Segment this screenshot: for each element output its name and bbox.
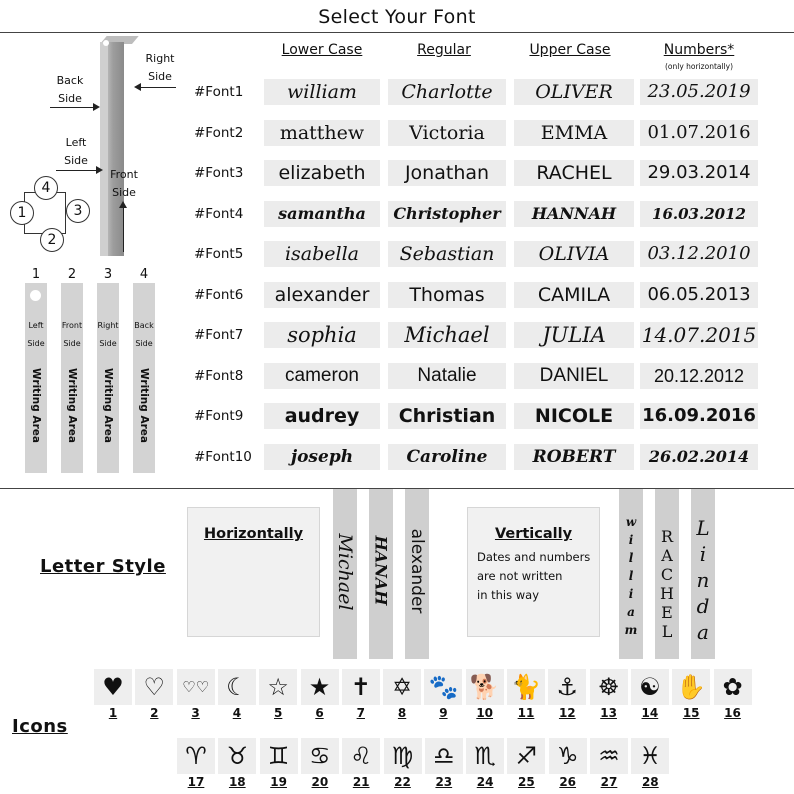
font-sample-lower[interactable]: joseph xyxy=(264,444,380,470)
rotated-sample-1: Michael xyxy=(334,533,356,611)
strip-number: 3 xyxy=(103,267,113,282)
writing-area-label: Writing Area xyxy=(138,368,150,443)
icon-number: 24 xyxy=(476,775,494,789)
font-sample-upper[interactable]: HANNAH xyxy=(514,201,634,227)
icon-number: 28 xyxy=(641,775,659,789)
font-sample-lower[interactable]: samantha xyxy=(264,201,380,227)
strip-number: 4 xyxy=(139,267,149,282)
rotated-sample-3: alexander xyxy=(407,528,427,614)
stacked-sample-strip-1 xyxy=(619,489,643,659)
strip-side-label: Left xyxy=(28,321,44,330)
font-sample-lower[interactable]: elizabeth xyxy=(264,160,380,186)
icon-number: 11 xyxy=(517,706,535,720)
rotated-sample-strip-1 xyxy=(333,489,357,659)
font-sample-regular[interactable]: Michael xyxy=(388,322,506,348)
header-upper-case: Upper Case xyxy=(529,42,611,58)
page-title: Select Your Font xyxy=(318,6,476,28)
font-sample-regular[interactable]: Thomas xyxy=(388,282,506,308)
icon-number: 8 xyxy=(397,706,407,720)
aries-icon[interactable]: ♈ xyxy=(177,738,215,774)
icon-number: 17 xyxy=(187,775,205,789)
writing-area-label: Writing Area xyxy=(102,368,114,443)
pisces-icon[interactable]: ♓ xyxy=(631,738,669,774)
icon-number: 27 xyxy=(600,775,618,789)
font-sample-regular[interactable]: Jonathan xyxy=(388,160,506,186)
icon-number: 12 xyxy=(558,706,576,720)
back-side-label: Back Side xyxy=(56,74,84,105)
font-sample-upper[interactable]: JULIA xyxy=(514,322,634,348)
header-regular: Regular xyxy=(417,42,471,58)
icon-number: 2 xyxy=(150,706,159,720)
font-sample-upper[interactable]: ROBERT xyxy=(514,444,634,470)
font-row-label: #Font7 xyxy=(194,327,244,343)
hamsa-icon[interactable]: ✋ xyxy=(672,669,710,705)
stacked-sample-strip-3 xyxy=(691,489,715,659)
stacked-sample-2: R A C H E L xyxy=(660,527,674,641)
right-side-label: Right Side xyxy=(145,52,175,83)
font-sample-regular[interactable]: Victoria xyxy=(388,120,506,146)
icon-number: 18 xyxy=(228,775,246,789)
font-sample-regular[interactable]: Christian xyxy=(388,403,506,429)
font-row-label: #Font5 xyxy=(194,246,244,262)
font-sample-lower[interactable]: isabella xyxy=(264,241,380,267)
writing-area-label: Writing Area xyxy=(30,368,42,443)
font-row-label: #Font2 xyxy=(194,124,244,141)
font-sample-number[interactable]: 14.07.2015 xyxy=(641,323,757,347)
writing-area-label: Writing Area xyxy=(66,368,78,443)
font-sample-number[interactable]: 20.12.2012 xyxy=(640,363,758,389)
front-side-label: Front Side xyxy=(110,168,138,199)
cat-icon[interactable]: 🐈 xyxy=(507,669,545,705)
circle-front: 2 xyxy=(40,228,64,252)
circle-right: 3 xyxy=(66,199,90,223)
font-sample-lower[interactable]: matthew xyxy=(264,120,380,146)
vertically-note-line-3: in this way xyxy=(477,588,540,602)
aquarius-icon[interactable]: ♒ xyxy=(590,738,628,774)
left-side-label: Left Side xyxy=(64,136,88,167)
yin-yang-icon[interactable]: ☯ xyxy=(631,669,669,705)
header-lower-case: Lower Case xyxy=(281,42,363,58)
font-sample-upper[interactable]: NICOLE xyxy=(514,403,634,429)
icon-number: 25 xyxy=(518,775,535,789)
icon-number: 7 xyxy=(356,706,365,720)
font-sample-number[interactable]: 06.05.2013 xyxy=(640,282,758,308)
dog-icon[interactable]: 🐕 xyxy=(466,669,504,705)
rotated-sample-strip-3 xyxy=(405,489,429,659)
font-sample-lower[interactable]: sophia xyxy=(264,322,380,348)
horizontally-heading: Horizontally xyxy=(203,526,304,542)
font-sample-number[interactable]: 16.09.2016 xyxy=(640,403,758,429)
rotated-sample-strip-2 xyxy=(369,489,393,659)
libra-icon[interactable]: ♎ xyxy=(425,738,463,774)
icon-number: 6 xyxy=(315,706,324,720)
font-sample-number[interactable]: 23.05.2019 xyxy=(640,79,758,105)
font-sample-regular[interactable]: Natalie xyxy=(388,363,506,389)
font-sample-upper[interactable]: EMMA xyxy=(514,120,634,146)
double-heart-icon[interactable]: ♡♡ xyxy=(177,669,215,705)
icon-number: 22 xyxy=(394,775,411,789)
strip-number: 2 xyxy=(67,267,77,282)
font-sample-lower[interactable]: cameron xyxy=(264,363,380,389)
font-row-label: #Font9 xyxy=(194,408,244,424)
strip-side-label: Side xyxy=(63,339,81,348)
font-sample-upper[interactable]: DANIEL xyxy=(514,363,634,389)
vertically-box xyxy=(467,507,600,637)
font-row-label: #Font1 xyxy=(194,84,244,100)
cross-icon[interactable]: ✝ xyxy=(342,669,380,705)
header-numbers: Numbers* xyxy=(663,42,735,58)
font-sample-number[interactable]: 26.02.2014 xyxy=(640,444,758,470)
star-outline-icon[interactable]: ☆ xyxy=(259,669,297,705)
strip-side-label: Right xyxy=(97,321,119,330)
sagittarius-icon[interactable]: ♐ xyxy=(507,738,545,774)
font-sample-lower[interactable]: william xyxy=(264,79,380,105)
icon-number: 15 xyxy=(682,706,700,720)
strip-number: 1 xyxy=(31,267,41,282)
star-of-david-icon[interactable]: ✡ xyxy=(383,669,421,705)
stacked-sample-1: w i l l i a m xyxy=(624,515,638,637)
icon-number: 5 xyxy=(274,706,283,720)
strip-side-label: Front xyxy=(61,321,83,330)
font-sample-regular[interactable]: Charlotte xyxy=(388,79,506,105)
font-sample-upper[interactable]: OLIVER xyxy=(514,79,634,105)
font-row-label: #Font10 xyxy=(194,448,252,465)
capricorn-icon[interactable]: ♑ xyxy=(549,738,587,774)
circle-back: 4 xyxy=(34,176,58,200)
heart-outline-icon[interactable]: ♡ xyxy=(135,669,173,705)
font-sample-lower[interactable]: audrey xyxy=(264,403,380,429)
stacked-sample-strip-2 xyxy=(655,489,679,659)
font-row-label: #Font4 xyxy=(194,205,244,222)
icons-title: Icons xyxy=(12,716,68,737)
vertically-note-line-2: are not written xyxy=(477,569,563,583)
cancer-icon[interactable]: ♋ xyxy=(301,738,339,774)
heart-icon[interactable]: ♥ xyxy=(94,669,132,705)
rose-icon[interactable]: ✿ xyxy=(714,669,752,705)
star-icon[interactable]: ★ xyxy=(301,669,339,705)
scorpio-icon[interactable]: ♏ xyxy=(466,738,504,774)
font-sample-regular[interactable]: Christopher xyxy=(388,201,506,227)
anchor-icon[interactable]: ⚓ xyxy=(548,669,586,705)
icon-number: 14 xyxy=(641,706,659,720)
taurus-icon[interactable]: ♉ xyxy=(218,738,256,774)
font-row-label: #Font6 xyxy=(194,286,244,303)
icon-number: 3 xyxy=(191,706,200,720)
icon-number: 13 xyxy=(600,706,617,720)
rotated-sample-2: HANAH xyxy=(371,535,391,606)
strip-side-label: Side xyxy=(27,339,45,348)
icon-number: 19 xyxy=(270,775,287,789)
icon-number: 1 xyxy=(108,706,118,720)
icon-number: 16 xyxy=(724,706,741,720)
font-row-label: #Font3 xyxy=(194,165,244,181)
gemini-icon[interactable]: ♊ xyxy=(260,738,298,774)
font-row-label: #Font8 xyxy=(194,367,244,384)
font-sample-regular[interactable]: Caroline xyxy=(388,444,506,470)
numbers-note: (only horizontally) xyxy=(664,62,734,71)
icon-number: 23 xyxy=(435,775,453,789)
font-sample-lower[interactable]: alexander xyxy=(264,282,380,308)
stacked-sample-3: L i n d a xyxy=(696,516,710,644)
icon-number: 20 xyxy=(311,775,329,789)
strip-side-label: Back xyxy=(134,321,154,330)
font-sample-regular[interactable]: Sebastian xyxy=(388,241,506,267)
icon-number: 26 xyxy=(559,775,577,789)
icon-number: 10 xyxy=(476,706,494,720)
font-sample-number[interactable]: 16.03.2012 xyxy=(640,201,758,227)
strip-side-label: Side xyxy=(99,339,117,348)
font-sample-upper[interactable]: OLIVIA xyxy=(514,241,634,267)
font-sample-upper[interactable]: CAMILA xyxy=(514,282,634,308)
virgo-icon[interactable]: ♍ xyxy=(384,738,422,774)
icon-number: 21 xyxy=(352,775,370,789)
font-sample-number[interactable]: 01.07.2016 xyxy=(640,120,758,146)
font-sample-number[interactable]: 03.12.2010 xyxy=(640,241,758,267)
vertically-note-line-1: Dates and numbers xyxy=(477,550,591,564)
icon-number: 4 xyxy=(232,706,242,720)
vertically-heading: Vertically xyxy=(494,526,573,542)
moon-icon[interactable]: ☾ xyxy=(218,669,256,705)
font-sample-upper[interactable]: RACHEL xyxy=(514,160,634,186)
ship-wheel-icon[interactable]: ☸ xyxy=(590,669,628,705)
icon-number: 9 xyxy=(439,706,448,720)
letter-style-title: Letter Style xyxy=(40,556,166,577)
leo-icon[interactable]: ♌ xyxy=(342,738,380,774)
circle-left: 1 xyxy=(10,201,34,225)
paw-icon[interactable]: 🐾 xyxy=(424,669,462,705)
horizontally-box xyxy=(187,507,320,637)
strip-side-label: Side xyxy=(135,339,153,348)
font-sample-number[interactable]: 29.03.2014 xyxy=(640,160,758,186)
